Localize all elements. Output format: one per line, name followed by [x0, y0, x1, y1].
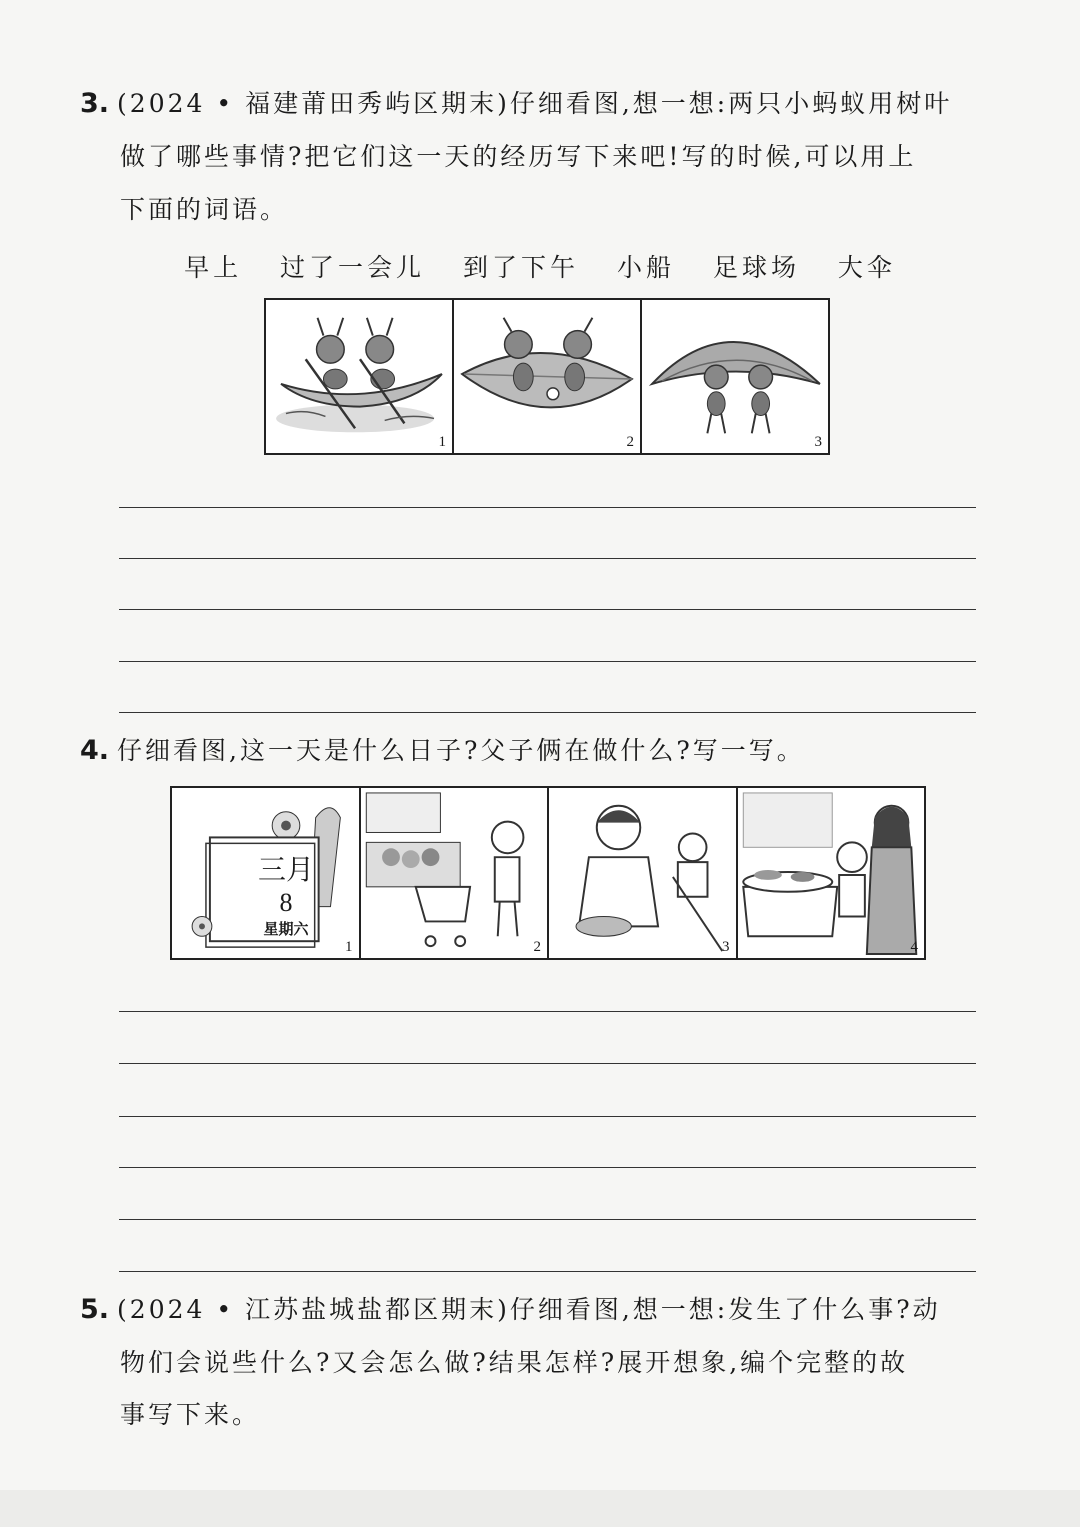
panel-number: 1 [438, 434, 446, 450]
panel-number: 4 [910, 939, 918, 955]
ant-panel-umbrella [642, 300, 828, 453]
calendar-month: 三月 [257, 853, 314, 886]
writing-line[interactable] [119, 1219, 976, 1220]
ant-panel-football [454, 300, 642, 453]
writing-line[interactable] [119, 1271, 976, 1272]
page-bottom-edge [0, 1490, 1080, 1527]
question-4-line-1 [80, 737, 805, 765]
family-panel-calendar [172, 788, 361, 958]
question-3-number: 3. [80, 88, 110, 119]
question-4-text-1: 仔细看图,这一天是什么日子?父子俩在做什么?写一写。 [117, 736, 805, 765]
word-bank [0, 248, 1080, 284]
panel-number: 2 [626, 434, 634, 450]
family-picture-strip [170, 786, 926, 960]
calendar [240, 848, 332, 939]
ant-picture-strip [264, 298, 830, 455]
ants-under-leaf-umbrella-illustration [642, 300, 828, 453]
question-5-line-2: 物们会说些什么?又会怎么做?结果怎样?展开想象,编个完整的故 [120, 1348, 909, 1377]
writing-line[interactable] [119, 1011, 976, 1012]
writing-line[interactable] [119, 1063, 976, 1064]
question-3-text-1: (2024 • 福建莆田秀屿区期末)仔细看图,想一想:两只小蚂蚁用树叶 [117, 89, 953, 118]
panel-number: 3 [722, 939, 730, 955]
word-2: 过了一会儿 [280, 253, 426, 282]
word-6: 大伞 [837, 253, 896, 282]
writing-line[interactable] [119, 712, 976, 713]
question-3-line-1 [80, 90, 952, 118]
writing-line[interactable] [119, 609, 976, 610]
question-5-text-1: (2024 • 江苏盐城盐都区期末)仔细看图,想一想:发生了什么事?动 [117, 1295, 941, 1324]
calendar-weekday: 星期六 [263, 920, 309, 938]
question-3-line-2: 做了哪些事情?把它们这一天的经历写下来吧!写的时候,可以用上 [120, 142, 917, 171]
family-panel-supermarket [361, 788, 550, 958]
writing-line[interactable] [119, 1167, 976, 1168]
panel-number: 1 [345, 939, 353, 955]
question-5-line-3: 事写下来。 [120, 1400, 261, 1429]
ants-playing-ball-on-leaf-illustration [454, 300, 640, 453]
ants-rowing-leaf-boat-illustration [266, 300, 452, 453]
writing-line[interactable] [119, 558, 976, 559]
father-cooking-boy-sweeping-illustration [549, 788, 736, 958]
word-1: 早上 [184, 253, 243, 282]
panel-number: 3 [814, 434, 822, 450]
family-panel-cooking [549, 788, 738, 958]
word-5: 足球场 [712, 253, 800, 282]
writing-line[interactable] [119, 507, 976, 508]
boy-presenting-dinner-to-mother-illustration [738, 788, 925, 958]
question-4-number: 4. [80, 735, 110, 766]
question-5-number: 5. [80, 1294, 110, 1325]
writing-line[interactable] [119, 1116, 976, 1117]
boy-shopping-cart-illustration [361, 788, 548, 958]
word-4: 小船 [616, 253, 675, 282]
panel-number: 2 [533, 939, 541, 955]
question-5-line-1 [80, 1296, 941, 1324]
question-3-line-3: 下面的词语。 [120, 195, 289, 224]
calendar-day: 8 [279, 888, 293, 917]
writing-line[interactable] [119, 661, 976, 662]
word-3: 到了下午 [463, 253, 580, 282]
ant-panel-boat [266, 300, 454, 453]
family-panel-dinner [738, 788, 925, 958]
